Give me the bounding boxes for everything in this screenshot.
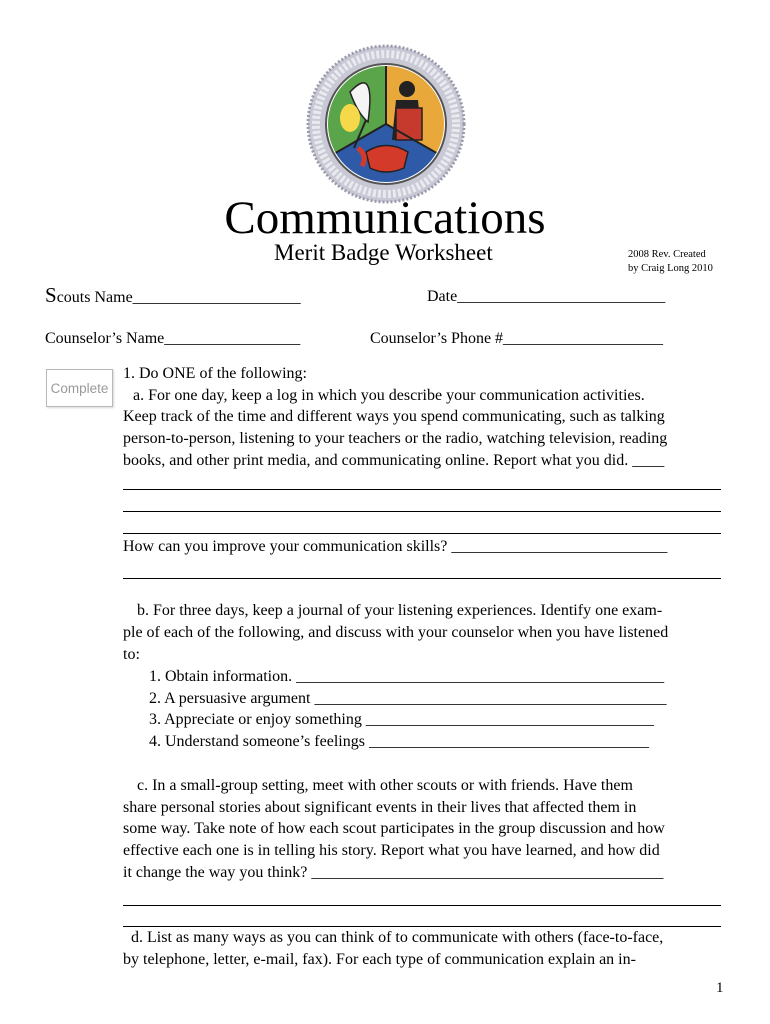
answer-line[interactable] <box>123 533 721 534</box>
req1b-line: to: <box>123 646 140 663</box>
req1b-line: b. For three days, keep a journal of your listening experiences. Identify one exam- <box>137 602 663 619</box>
req1c-line: c. In a small-group setting, meet with other scouts or with friends. Have them <box>137 777 633 794</box>
req1c-line: share personal stories about significant events in their lives that affected them in <box>123 799 637 816</box>
req1a-line: Keep track of the time and different ways you spend communicating, such as talking <box>123 408 665 425</box>
req1d-line: by telephone, letter, e-mail, fax). For each type of communication explain an in- <box>123 951 636 968</box>
counselor-phone-field[interactable]: Counselor’s Phone #____________________ <box>370 330 664 347</box>
revision-note <box>628 248 713 276</box>
answer-line[interactable] <box>123 905 721 906</box>
req1b-item: 2. A persuasive argument ____________________________________________ <box>149 690 667 707</box>
req1a-line: a. For one day, keep a log in which you describe your communication activities. <box>133 387 645 404</box>
answer-line[interactable] <box>123 511 721 512</box>
page-number: 1 <box>716 980 724 996</box>
req1d-line: d. List as many ways as you can think of to communicate with others (face-to-face, <box>131 929 664 946</box>
scout-name-field[interactable] <box>45 284 301 309</box>
req1c-line: it change the way you think? ____________________________________________ <box>123 864 664 881</box>
answer-line[interactable] <box>123 489 721 490</box>
complete-checkbox[interactable]: Complete <box>46 369 113 407</box>
req1b-line: ple of each of the following, and discuss with your counselor when you have listened <box>123 624 669 641</box>
answer-line[interactable] <box>123 578 721 579</box>
scout-initial: S <box>45 283 57 307</box>
improve-question: How can you improve your communication skills? ___________________________ <box>123 538 668 555</box>
merit-badge-emblem-icon <box>306 44 466 204</box>
req1a-line: books, and other print media, and communicating online. Report what you did. ____ <box>123 452 665 469</box>
revision-line-1: 2008 Rev. Created <box>628 249 706 260</box>
req1b-item: 3. Appreciate or enjoy something ____________________________________ <box>149 711 654 728</box>
req1-intro: 1. Do ONE of the following: <box>123 365 307 382</box>
scout-name-label: couts Name_____________________ <box>56 289 301 306</box>
counselor-name-field[interactable]: Counselor’s Name_________________ <box>45 330 301 347</box>
req1b-item: 4. Understand someone’s feelings ___________________________________ <box>149 733 649 750</box>
date-field[interactable]: Date__________________________ <box>427 288 666 305</box>
req1a-line: person-to-person, listening to your teachers or the radio, watching television, reading <box>123 430 668 447</box>
page-subtitle: Merit Badge Worksheet <box>274 240 493 265</box>
req1c-line: some way. Take note of how each scout participates in the group discussion and how <box>123 820 665 837</box>
page-title: Communications <box>224 192 546 244</box>
req1c-line: effective each one is in telling his story. Report what you have learned, and how did <box>123 842 660 859</box>
req1b-item: 1. Obtain information. ______________________________________________ <box>149 668 665 685</box>
revision-line-2: by Craig Long 2010 <box>628 263 713 274</box>
